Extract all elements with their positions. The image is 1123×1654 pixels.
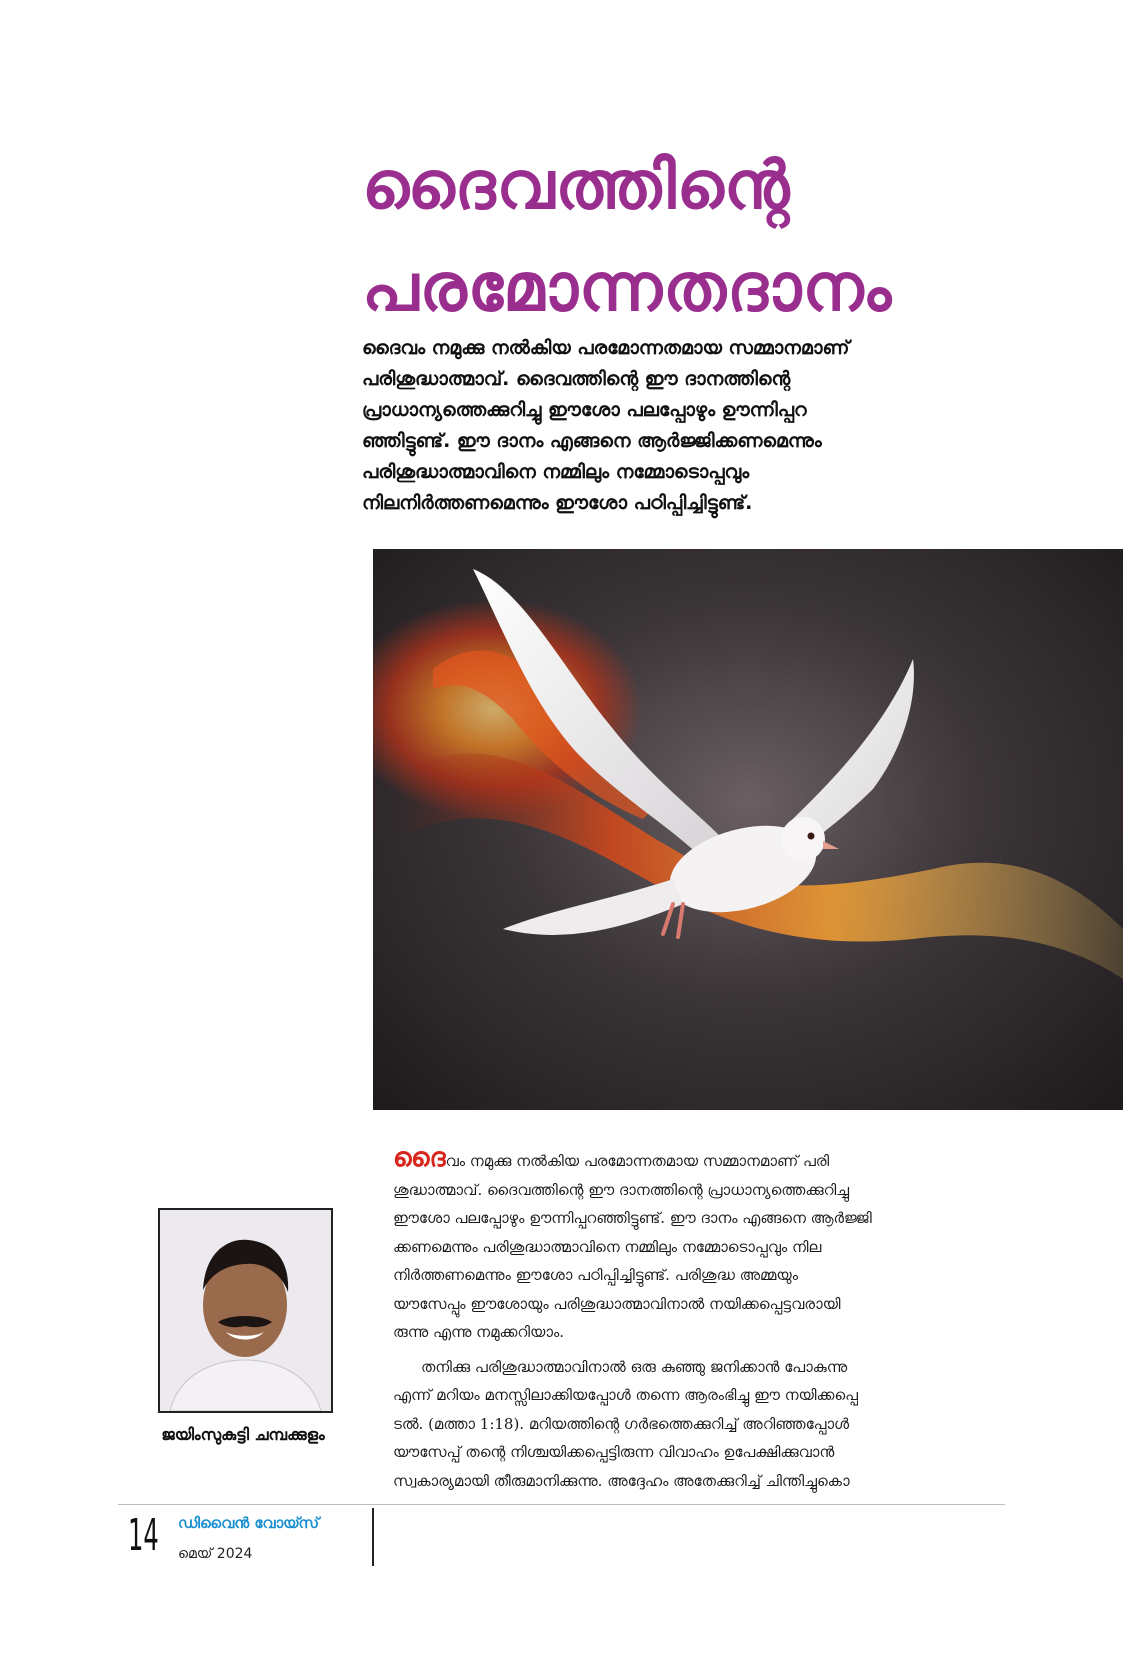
intro-line: പരിശുദ്ധാത്മാവ്. ദൈവത്തിന്റെ ഈ ദാനത്തിന്റെ	[362, 368, 791, 390]
body-paragraph-2	[393, 1353, 1005, 1496]
body-line: ഈശോ പലപ്പോഴും ഊന്നിപ്പറഞ്ഞിട്ടുണ്ട്. ഈ ദാനം എങ്ങനെ ആർജ്ജി	[393, 1209, 872, 1227]
body-line: നിർത്തണമെന്നും ഈശോ പഠിപ്പിച്ചിട്ടുണ്ട്. പരിശുദ്ധ അമ്മയും	[393, 1266, 799, 1284]
body-line: സ്വകാര്യമായി തീരുമാനിക്കുന്നു. അദ്ദേഹം അതേക്കുറിച്ച് ചിന്തിച്ചുകൊ	[393, 1471, 850, 1490]
author-portrait	[160, 1210, 331, 1411]
body-line: യൗസേപ്പും ഈശോയും പരിശുദ്ധാത്മാവിനാൽ നയിക്കപ്പെട്ടവരായി	[393, 1294, 841, 1313]
dove-illustration	[373, 549, 1123, 1110]
body-paragraph-1	[393, 1145, 1005, 1347]
body-line: തനിക്കു പരിശുദ്ധാത്മാവിനാൽ ഒരു കുഞ്ഞു ജനിക്കാൻ പോകുന്നു	[421, 1357, 848, 1376]
intro-line: പരിശുദ്ധാത്മാവിനെ നമ്മിലും നമ്മോടൊപ്പവും	[362, 461, 750, 483]
author-photo	[158, 1208, 333, 1413]
footer-divider	[372, 1508, 374, 1566]
author-name: ജയിംസുകുട്ടി ചമ്പക്കുളം	[161, 1425, 325, 1444]
title-line-1: ദൈവത്തിന്റെ	[362, 147, 791, 224]
magazine-name: ഡിവൈൻ വോയ്സ്	[178, 1514, 320, 1532]
first-line	[393, 1145, 1005, 1176]
article-title	[362, 135, 1042, 339]
body-line: ടൽ. (മത്താ 1:18). മറിയത്തിന്റെ ഗർഭത്തെക്കുറിച്ച് അറിഞ്ഞപ്പോൾ	[393, 1414, 850, 1433]
intro-line: ഞ്ഞിട്ടുണ്ട്. ഈ ദാനം എങ്ങനെ ആർജ്ജിക്കണമെന്നും	[362, 430, 822, 452]
body-line: വം നമുക്കു നൽകിയ പരമോന്നതമായ സമ്മാനമാണ് പരി	[445, 1152, 830, 1170]
body-line: രുന്നു എന്നു നമുക്കറിയാം.	[393, 1323, 564, 1341]
dove-eye	[808, 833, 815, 840]
dove-tail	[503, 879, 683, 935]
dove-head	[781, 817, 825, 861]
body-line: ശുദ്ധാത്മാവ്. ദൈവത്തിന്റെ ഈ ദാനത്തിന്റെ പ്രാധാന്യത്തെക്കുറിച്ചു	[393, 1180, 850, 1199]
intro-line: പ്രാധാന്യത്തെക്കുറിച്ചു ഈശോ പലപ്പോഴും ഊന്നിപ്പറ	[362, 399, 807, 421]
page-number: 14	[128, 1510, 159, 1561]
intro-paragraph	[362, 333, 962, 519]
drop-cap: ദൈ	[393, 1145, 446, 1173]
article-body	[393, 1145, 1005, 1501]
issue-date: മെയ് 2024	[178, 1546, 253, 1562]
body-line: ക്കണമെന്നും പരിശുദ്ധാത്മാവിനെ നമ്മിലും നമ്മോടൊപ്പവും നില	[393, 1237, 822, 1256]
intro-line: നിലനിർത്തണമെന്നും ഈശോ പഠിപ്പിച്ചിട്ടുണ്ട്.	[362, 492, 753, 514]
dove-beak	[823, 841, 839, 849]
title-line-2: പരമോന്നതദാനം	[362, 249, 893, 326]
dove-fire-image	[373, 549, 1123, 1110]
footer-rule	[118, 1504, 1005, 1505]
intro-line: ദൈവം നമുക്കു നൽകിയ പരമോന്നതമായ സമ്മാനമാണ്	[362, 337, 850, 359]
body-line: യൗസേപ്പ് തന്റെ നിശ്ചയിക്കപ്പെട്ടിരുന്ന വിവാഹം ഉപേക്ഷിക്കുവാൻ	[393, 1443, 835, 1461]
body-line: എന്ന് മറിയം മനസ്സിലാക്കിയപ്പോൾ തന്നെ ആരംഭിച്ചു ഈ നയിക്കപ്പെ	[393, 1386, 858, 1404]
